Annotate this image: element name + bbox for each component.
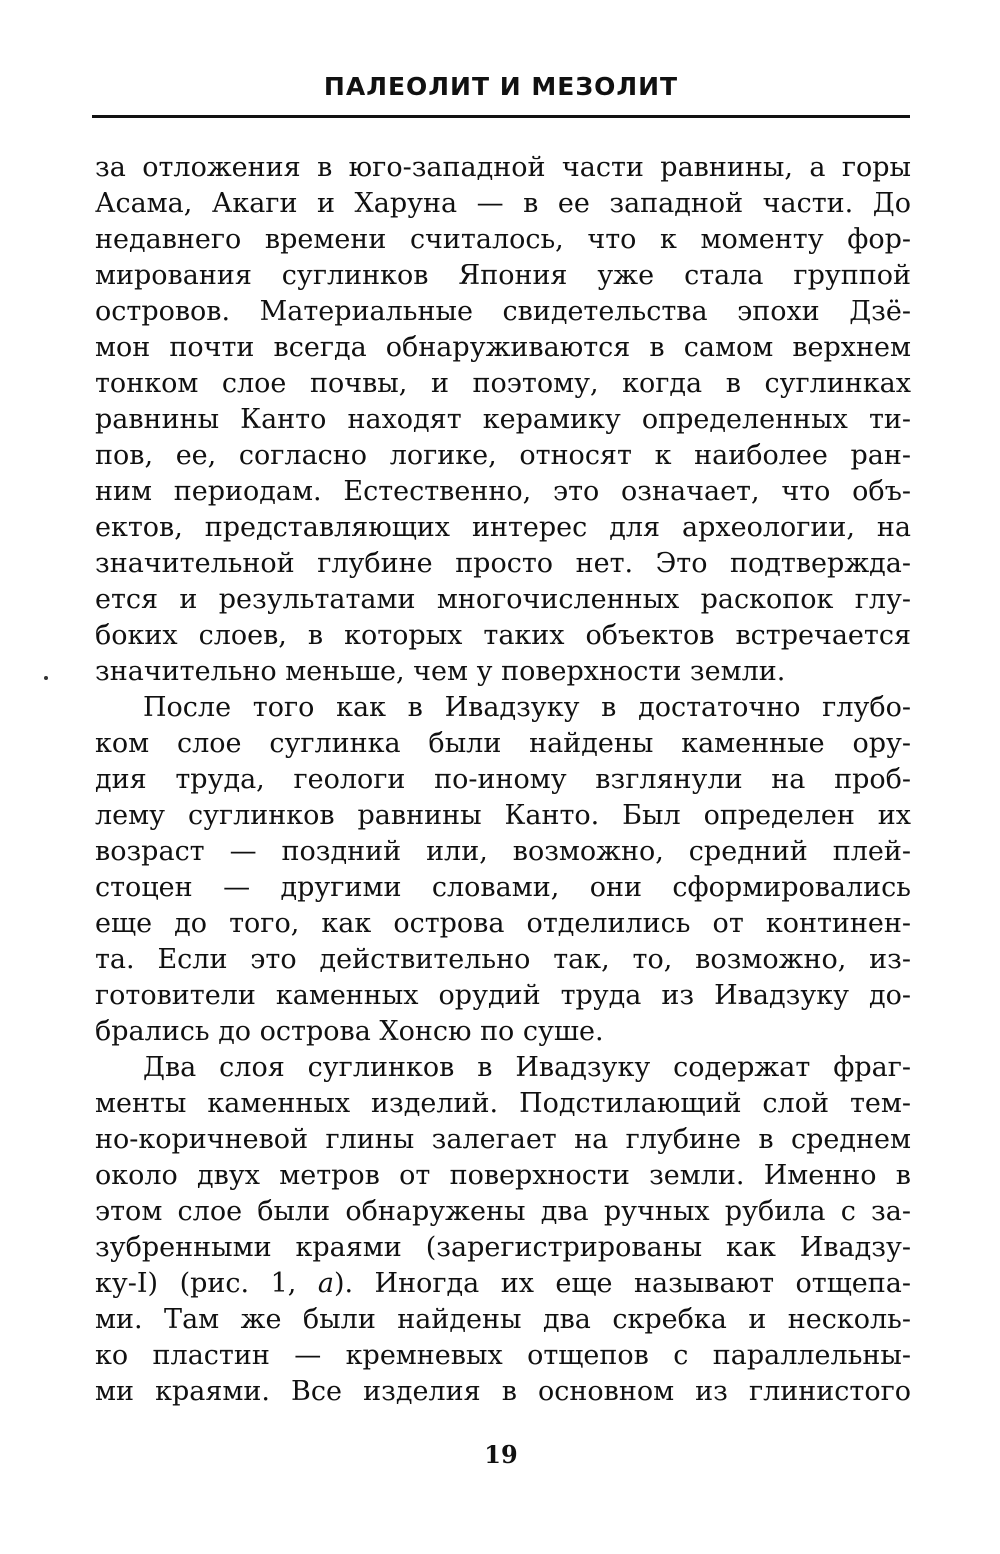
text-line: Два слоя суглинков в Ивадзуку содержат фраг-	[143, 1052, 911, 1083]
paragraph-2	[95, 690, 911, 1050]
text-line: та. Если это действительно так, то, возможно, из-	[95, 944, 911, 975]
text-line: ется и результатами многочисленных раскопок глу-	[95, 584, 911, 615]
text-line: но-коричневой глины залегает на глубине в среднем	[95, 1124, 911, 1155]
text-fragment: ). Иногда их еще называют отщепа-	[333, 1268, 912, 1299]
text-line: лему суглинков равнины Канто. Был определен их	[95, 800, 911, 831]
text-line: значительной глубине просто нет. Это подтвержда-	[95, 548, 911, 579]
text-line: ним периодам. Естественно, это означает, что объ-	[95, 476, 911, 507]
body-text	[95, 150, 911, 1410]
figure-ref-letter: а	[317, 1268, 334, 1299]
text-line: ком слое суглинка были найдены каменные ору-	[95, 728, 911, 759]
text-line: островов. Материальные свидетельства эпохи Дзё-	[95, 296, 911, 327]
text-line: стоцен — другими словами, они сформировались	[95, 872, 911, 903]
text-line: ми. Там же были найдены два скребка и несколь-	[95, 1304, 911, 1335]
header-rule	[92, 115, 910, 118]
text-line: мирования суглинков Япония уже стала группой	[95, 260, 911, 291]
text-line: ко пластин — кремневых отщепов с параллельны-	[95, 1340, 911, 1371]
text-line: менты каменных изделий. Подстилающий слой тем-	[95, 1088, 911, 1119]
text-line: значительно меньше, чем у поверхности земли.	[95, 656, 786, 687]
text-fragment: ку-I) (рис. 1,	[95, 1268, 318, 1299]
running-head: ПАЛЕОЛИТ И МЕЗОЛИТ	[323, 72, 679, 101]
scan-speck	[44, 676, 48, 680]
text-line: готовители каменных орудий труда из Ивадзуку до-	[95, 980, 911, 1011]
text-line: равнины Канто находят керамику определенных ти-	[95, 404, 911, 435]
text-line: Асама, Акаги и Харуна — в ее западной части. До	[95, 188, 911, 219]
text-line: ектов, представляющих интерес для археологии, на	[95, 512, 911, 543]
text-line: около двух метров от поверхности земли. Именно в	[95, 1160, 911, 1191]
text-line: за отложения в юго-западной части равнины, а горы	[95, 152, 911, 183]
text-line: боких слоев, в которых таких объектов встречается	[95, 620, 911, 651]
text-line: После того как в Ивадзуку в достаточно глубо-	[143, 692, 911, 723]
text-line: мон почти всегда обнаруживаются в самом верхнем	[95, 332, 911, 363]
text-line: ми краями. Все изделия в основном из глинистого	[95, 1376, 911, 1407]
paragraph-3	[95, 1050, 911, 1410]
text-line: еще до того, как острова отделились от континен-	[95, 908, 911, 939]
text-line: зубренными краями (зарегистрированы как Ивадзу-	[95, 1232, 911, 1263]
text-line: пов, ее, согласно логике, относят к наиболее ран-	[95, 440, 911, 471]
text-line: возраст — поздний или, возможно, средний плей-	[95, 836, 911, 867]
page-number: 19	[484, 1440, 518, 1469]
text-line: тонком слое почвы, и поэтому, когда в суглинках	[95, 368, 911, 399]
text-line: дия труда, геологи по-иному взглянули на проб-	[95, 764, 911, 795]
text-line: этом слое были обнаружены два ручных рубила с за-	[95, 1196, 911, 1227]
text-line-figure-ref	[95, 1266, 911, 1302]
text-line: недавнего времени считалось, что к моменту фор-	[95, 224, 911, 255]
text-line: брались до острова Хонсю по суше.	[95, 1016, 604, 1047]
paragraph-1	[95, 150, 911, 690]
